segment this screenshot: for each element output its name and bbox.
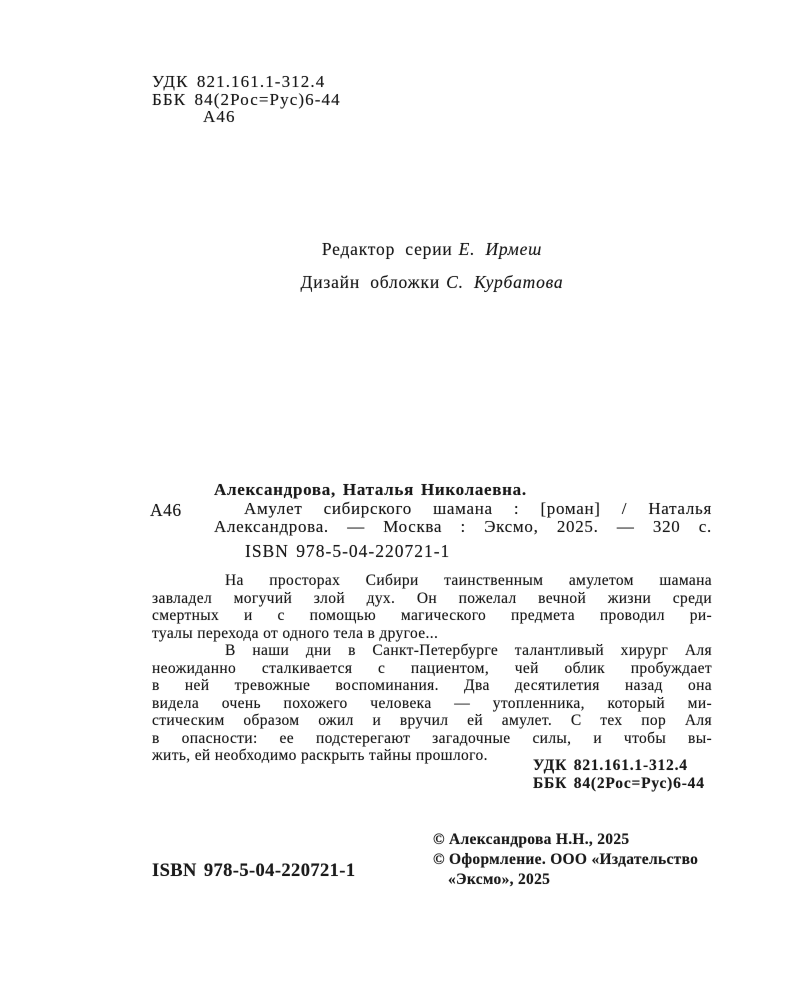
copyright-author-line: © Александрова Н.Н., 2025: [433, 831, 630, 848]
annotation-line: видела очень похожего человека — утопленника, который ми-: [152, 694, 712, 712]
isbn-bottom: ISBN 978-5-04-220721-1: [152, 861, 356, 881]
annotation-line: завладел могучий злой дух. Он пожелал вечной жизни среди: [152, 589, 712, 607]
catalog-title-line-2: Александрова. — Москва : Эксмо, 2025. — 320 с.: [214, 517, 712, 537]
annotation-block: [152, 572, 712, 765]
copyright-publisher-line-2: «Эксмо», 2025: [448, 870, 551, 888]
annotation-line: неожиданно сталкивается с пациентом, чей облик пробуждает: [152, 659, 712, 677]
series-editor-role: Редактор серии: [321, 239, 453, 259]
annotation-line: стическим образом ожил и вручил ей амулет. С тех пор Аля: [152, 712, 712, 729]
series-editor-line: [152, 233, 712, 266]
annotation-line: жить, ей необходимо раскрыть тайны прошлого.: [152, 747, 488, 764]
catalog-author: Александрова, Наталья Николаевна.: [214, 480, 527, 499]
bottom-classification-codes: [533, 757, 705, 793]
top-classification-codes: [152, 73, 341, 126]
catalog-margin-code: А46: [150, 500, 182, 520]
annotation-line: в опасности: ее подстерегают загадочные силы, и чтобы вы-: [152, 729, 712, 747]
cover-design-line: [152, 266, 712, 299]
udk-code-top: УДК 821.161.1-312.4: [152, 72, 326, 91]
annotation-line: В наши дни в Санкт-Петербурге талантливый хирург Аля: [225, 642, 712, 659]
catalog-title-line-1: Амулет сибирского шамана : [роман] / Наталья: [244, 498, 712, 518]
udk-code-bottom: УДК 821.161.1-312.4: [533, 757, 688, 774]
annotation-line: На просторах Сибири таинственным амулетом шамана: [225, 572, 712, 589]
cover-design-role: Дизайн обложки: [300, 272, 441, 292]
annotation-line: туалы перехода от одного тела в другое...: [152, 624, 439, 642]
annotation-line: смертных и с помощью магического предмета проводил ри-: [152, 607, 712, 624]
catalog-card: [214, 481, 712, 537]
series-editor-name: Е. Ирмеш: [458, 239, 543, 259]
credits-block: [152, 233, 712, 299]
copyright-publisher-line-1: © Оформление. ООО «Издательство: [433, 850, 699, 868]
copyright-block: [433, 830, 698, 889]
bbk-code-bottom: ББК 84(2Рос=Рус)6-44: [533, 775, 705, 793]
bbk-code-top: ББК 84(2Рос=Рус)6-44: [152, 89, 341, 109]
isbn-middle: ISBN 978-5-04-220721-1: [245, 541, 451, 561]
cover-design-name: С. Курбатова: [446, 272, 564, 292]
annotation-line: в ней тревожные воспоминания. Два десятилетия назад она: [152, 677, 712, 694]
author-code-top: А46: [203, 107, 236, 127]
